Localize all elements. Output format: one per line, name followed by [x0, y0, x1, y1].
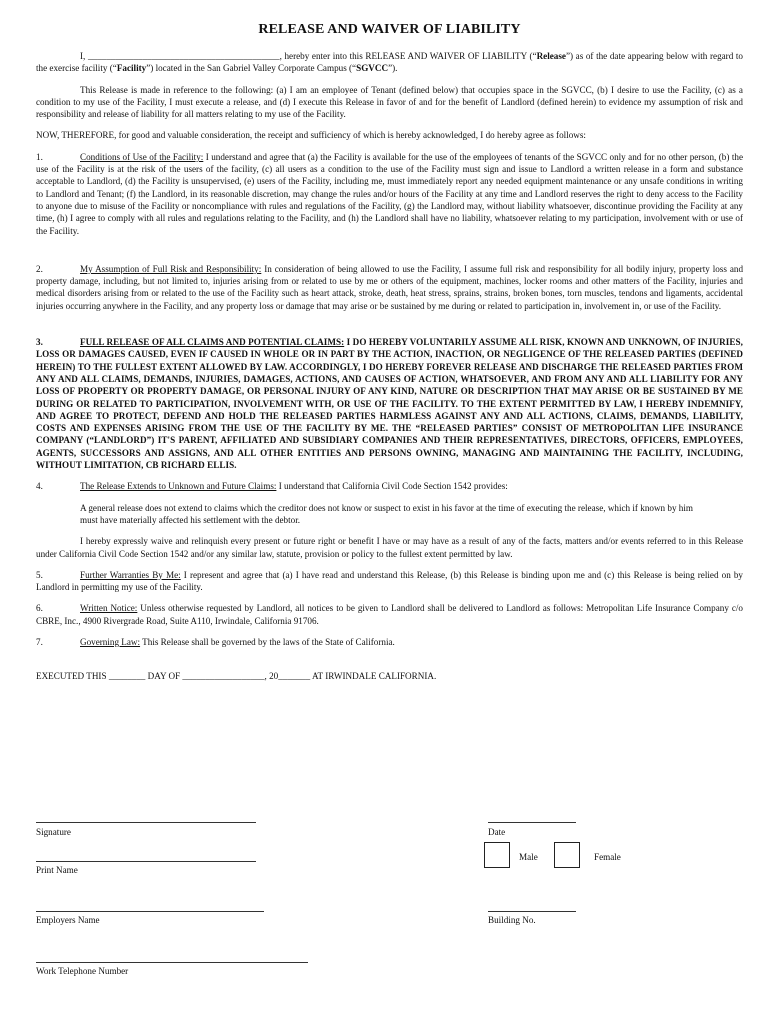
intro-prefix: I, [80, 51, 86, 61]
section-5-heading: Further Warranties By Me: [80, 569, 181, 580]
print-name-line[interactable] [36, 861, 256, 862]
section-1: 1. Conditions of Use of the Facility: I understand and agree that (a) the Facility is available for the use of the employees of tenants of the SGVCC only and for no other person, (b) the use of the Facility is at the risk of the users of the facility, (c) all users as a condition to the use of the Facility must sign and issue to Landlord a written release in a form and substance acceptable to Landlord, (d) the Facility is unsupervised, (e) users of the Facility, including me, must immediately report any needed equipment maintenance or any unsafe conditions in writing to Landlord and Tenant; (f) the Landlord, in its reasonable discretion, may change the rules and/or hours of the Facility at any time and Landlord reserves the right to deny access to the Facility to anyone due to misuse of the Facility or noncompliance with rules and regulations of the Facility, (g) the Landlord may, without liability whatsoever, discontinue providing the Facility at any time, (h) I agree to comply with all rules and regulations relating to the Facility, and (h) the Landlord shall have no liability, whatsoever relating to my participation, involvement with or use of the Facility. [36, 151, 744, 236]
document-page [36, 22, 743, 683]
section-6: 6. Written Notice: Unless otherwise requested by Landlord, all notices to be given to Landlord shall be delivered to Landlord as follows: Metropolitan Life Insurance Company c/o CBRE, Inc., 4900 Rivergrade Road, Suite A110, Irwindale, California 91706. [36, 603, 743, 626]
signature-label: Signature [36, 827, 71, 837]
section-5: 5. Further Warranties By Me: I represent and agree that (a) I have read and understand this Release, (b) this Release is binding upon me and (c) this Release is being relied on by Landlord in permitting my use of the Facility. [36, 569, 743, 593]
executed-line[interactable]: EXECUTED THIS ________ DAY OF __________________, 20_______ AT IRWINDALE CALIFORNIA. [36, 671, 437, 682]
name-blank[interactable]: __________________________________________ [87, 51, 280, 61]
section-7: 7. Governing Law: This Release shall be governed by the laws of the State of California. [36, 636, 395, 647]
female-checkbox[interactable] [554, 842, 580, 868]
female-label: Female [594, 852, 621, 862]
section-2-heading: My Assumption of Full Risk and Responsibility: [80, 263, 262, 274]
male-checkbox[interactable] [484, 842, 510, 868]
employers-name-line[interactable] [36, 911, 264, 912]
date-line[interactable] [488, 822, 576, 823]
now-therefore-paragraph: NOW, THEREFORE, for good and valuable consideration, the receipt and sufficiency of which is hereby acknowledged, I do hereby agree as follows: [36, 130, 586, 141]
signature-line[interactable] [36, 822, 256, 823]
male-label: Male [519, 852, 538, 862]
work-telephone-line[interactable] [36, 962, 308, 963]
date-label: Date [488, 827, 506, 837]
section-3-heading: FULL RELEASE OF ALL CLAIMS AND POTENTIAL CLAIMS: [80, 337, 345, 348]
civil-code-quote: A general release does not extend to claims which the creditor does not know or suspect to exist in his favor at the time of executing the release, which if known by him must have materially affected his settlement with the debtor. [80, 502, 693, 525]
section-3: 3. FULL RELEASE OF ALL CLAIMS AND POTENTIAL CLAIMS: I DO HEREBY VOLUNTARILY ASSUME ALL RISK, KNOWN AND UNKNOWN, OF INJURIES, LOSS OR DAMAGES CAUSED, EVEN IF CAUSED IN WHOLE OR IN PART BY THE ACTION, INACTION, OR NEGLIGENCE OF THE RELEASED PARTIES (DEFINED HEREIN) TO THE FULLEST EXTENT ALLOWED BY LAW. ACCORDINGLY, I DO HEREBY FOREVER RELEASE AND DISCHARGE THE RELEASED PARTIES FROM ANY AND ALL CLAIMS, DEMANDS, INJURIES, DAMAGES, ACTIONS, AND CAUSES OF ACTION, WHATSOEVER, AND FROM ANY AND ALL LIABILITY FOR ANY LOSS OF PROPERTY OR PROPERTY DAMAGE, OR PERSONAL INJURY OF ANY KIND, NATURE OR DESCRIPTION THAT MAY ARISE OR BE SUSTAINED BY ME DURING OR RELATED TO PARTICIPATION, INVOLVEMENT WITH, OR USE OF THE FACILITY. TO THE EXTENT PERMITTED BY LAW, I HEREBY INDEMNIFY, AND AGREE TO PROTECT, DEFEND AND HOLD THE RELEASED PARTIES HARMLESS AGAINST ANY AND ALL ACTIONS, CLAIMS, DEMANDS, LIABILITY, COSTS AND EXPENSES ARISING FROM THE USE OF THE FACILITY BY ME. THE “RELEASED PARTIES” CONSIST OF METROPOLITAN LIFE INSURANCE COMPANY (“LANDLORD”) IT'S PARENT, AFFILIATED AND SUBSIDIARY COMPANIES AND THEIR REPRESENTATIVES, DIRECTORS, OFFICERS, EMPLOYEES, AGENTS, SUCCESSORS AND ASSIGNS, AND ALL OTHER ENTITIES AND PERSONS OWNING, MANAGING AND MAINTAINING THE FACILITY, INCLUDING, WITHOUT LIMITATION, CB RICHARD ELLIS. [36, 337, 743, 471]
reference-paragraph: This Release is made in reference to the following: (a) I am an employee of Tenant (defined below) that occupies space in the SGVCC, (b) I desire to use the Facility, (c) as a condition to my use of the Facility, I must execute a release, and (d) I execute this Release in favor of and for the benefit of Landlord (defined herein) to evidence my assumption of risk and responsibility and release of liability for all matters relating to my use of the Facility. [36, 84, 743, 120]
print-name-label: Print Name [36, 865, 78, 875]
section-7-heading: Governing Law: [80, 636, 141, 647]
document-title: RELEASE AND WAIVER OF LIABILITY [258, 22, 521, 37]
section-1-heading: Conditions of Use of the Facility: [80, 151, 204, 162]
section-4: 4. The Release Extends to Unknown and Future Claims: I understand that California Civil Code Section 1542 provides: [36, 481, 508, 492]
work-telephone-label: Work Telephone Number [36, 966, 129, 976]
building-no-label: Building No. [488, 915, 536, 925]
section-6-heading: Written Notice: [80, 603, 138, 614]
waiver-paragraph: I hereby expressly waive and relinquish every present or future right or benefit I have or may have as a result of any of the facts, matters and/or events referred to in this Release under California Civil Code Section 1542 and/or any similar law, statute, provision or policy to the fullest extent permitted by law. [36, 536, 743, 559]
section-2: 2. My Assumption of Full Risk and Responsibility: In consideration of being allowed to use the Facility, I assume full risk and responsibility for all bodily injury, property loss and property damage, including, but not limited to, injuries arising from or related to use by me or others of the equipment, machines, locker rooms and other matters of the Facility, injuries and medical disorders arising from or related to the use of the Facility such as heart attack, stroke, death, heat stress, sprains, strains, broken bones, torn muscles, tendons and ligaments, accidental injuries occurring anywhere in the Facility, and any property loss or damage that may arise or be sustained by me during or related to participation in, involvement in, or use of the Facility. [36, 263, 744, 311]
building-no-line[interactable] [488, 911, 576, 912]
intro-paragraph: I, __________________________________________, hereby enter into this RELEASE AND WAIVER OF LIABILITY (“Release”) as of the date appearing below with regard to the exercise facility (“Facility”) located in the San Gabriel Valley Corporate Campus (“SGVCC”). [36, 51, 743, 74]
employers-name-label: Employers Name [36, 915, 100, 925]
section-4-heading: The Release Extends to Unknown and Future Claims: [80, 481, 277, 492]
